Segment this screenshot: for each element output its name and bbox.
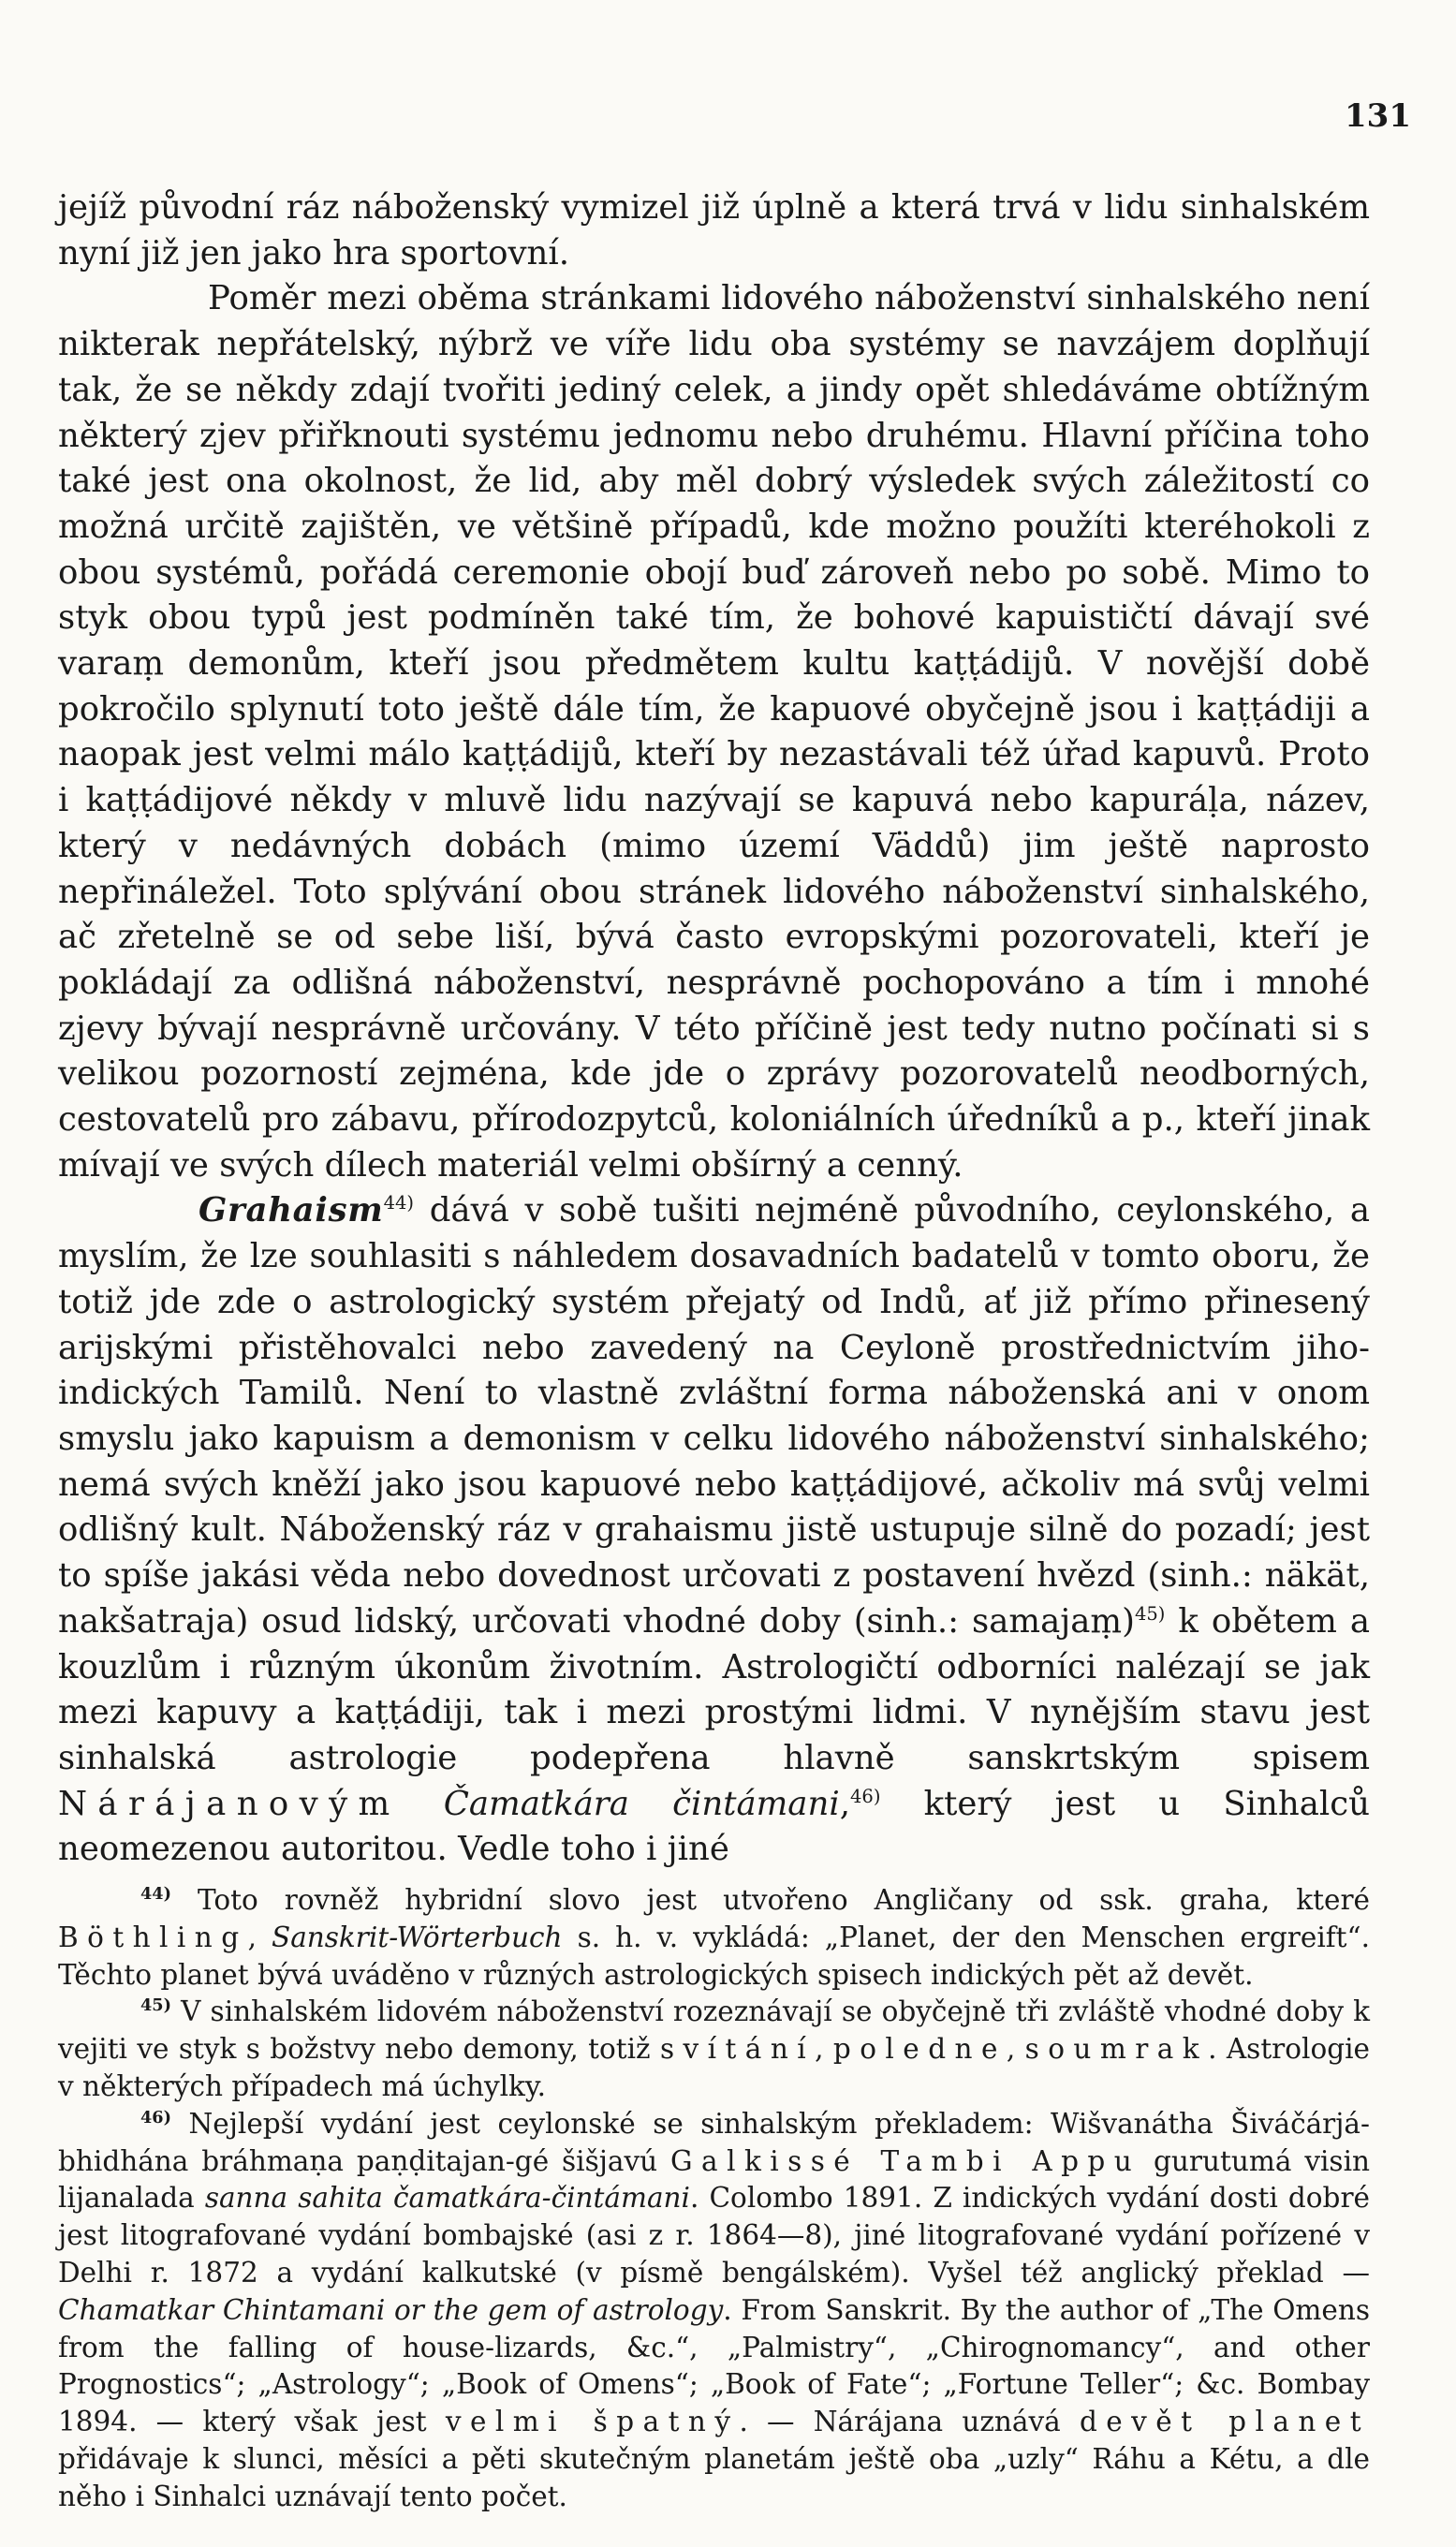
footnote-46 [58, 2106, 1370, 2516]
main-text [58, 185, 1370, 1873]
footnote-45-text-b: . Astrologie v některých případech má úchylky. [58, 2033, 1371, 2102]
footnote-ref-45[interactable]: 45) [1134, 1602, 1166, 1625]
camatkara-title: Čamatkára čintámani [443, 1784, 840, 1823]
footnote-45-noon: poledne [832, 2033, 1007, 2066]
footnote-44-text-c: s. h. v. vykládá: „Planet, der den Menschen ergreift“. Těchto planet bývá uváděno v různých astrologických spisech indických pět až devět. [58, 1921, 1370, 1991]
footnote-46-name: Galkissé Tambi Appu [670, 2144, 1141, 2177]
footnote-ref-45-number: 45 [1134, 1602, 1158, 1625]
paragraph-3-text-c: který jest u Sinhalců neomezenou autoritou. Vedle toho i jiné [58, 1784, 1370, 1869]
footnote-44-number: 44 [140, 1884, 164, 1905]
footnote-ref-46[interactable]: 46) [849, 1785, 881, 1807]
footnote-44-mark: 44) [140, 1884, 171, 1905]
footnote-44-text-a: Toto rovněž hybridní slovo jest utvořeno Angličany od ssk. graha, které [171, 1884, 1370, 1916]
footnote-46-number: 46 [140, 2107, 164, 2127]
footnote-46-text-c: . Colombo 1891. Z indických vydání dosti dobré jest litografované vydání bombajské (asi z r. 1864—8), jiné litografované vydání pořízené v Delhi r. 1872 a vydání kalkutské (v písmě bengálském). Vyšel též anglický překlad — [58, 2182, 1370, 2289]
narajana-name: Nárájanovým [58, 1784, 401, 1823]
footnote-ref-46-number: 46 [849, 1785, 874, 1807]
footnote-44-work: Sanskrit-Wörterbuch [272, 1921, 563, 1953]
footnotes [58, 1882, 1370, 2516]
footnote-46-text-d: . From Sanskrit. By the author of „The Omens from the falling of house-lizards, &c.“, „Palmistry“, „Chirognomancy“, and other Prognostics“; „Astrology“; „Book of Omens“; „Book of Fate“; „Fortune Teller“; &c. Bombay 1894. — který však jest [58, 2293, 1370, 2438]
paragraph-1: jejíž původní ráz náboženský vymizel již úplně a která trvá v lidu sinhalském nyní již jen jako hra sportovní. [58, 188, 1370, 272]
footnote-45-mark: 45) [140, 1995, 171, 2016]
footnote-46-text-a: Nejlepší vydání jest ceylonské se sinhalským překladem: Wišvanátha Šiváčárjá-bhidhána bráhmaṇa paṇḍitajan-gé šišjavú [58, 2107, 1370, 2177]
paragraph-3-text-a: dává v sobě tušiti nejméně původního, ceylonského, a myslím, že lze souhlasiti s náhledem dosavadních badatelů v tomto oboru, že totiž jde zde o astrologický systém přejatý od Indů, ať již přímo přinesený arijskými přistěhovalci nebo zavedený na Ceyloně prostřednictvím jiho-indických Tamilů. Není to vlastně zvláštní forma náboženská ani v onom smyslu jako kapuism a demonism v celku lidového náboženství sinhalského; nemá svých kněží jako jsou kapuové nebo kaṭṭádijové, ačkoliv má svůj velmi odlišný kult. Náboženský ráz v grahaismu jistě ustupuje silně do pozadí; jest to spíše jakási věda nebo dovednost určovati z postavení hvězd (sinh.: näkät, nakšatraja) osud lidský, určovati vhodné doby (sinh.: samajaṃ) [58, 1191, 1370, 1641]
footnote-45: $^{45)}$ V sinhalském lidovém náboženství rozeznávají se obyčejně tři zvláště vhodné doby k vejiti ve styk s božstvy nebo demony, totiž svítání, poledne, soumrak. Astrologie v některých případech má úchylky. [58, 1995, 1371, 2102]
footnote-46-text-e: . — Nárájana uznává [739, 2406, 1080, 2438]
footnote-46-work-1: sanna sahita čamatkára-čintámani [204, 2182, 690, 2215]
footnote-45-dawn: svítání [659, 2033, 816, 2066]
paragraph-3: Grahaism$^{44)}$ dává v sobě tušiti nejméně původního, ceylonského, a myslím, že lze souhlasiti s náhledem dosavadních badatelů v tomto oboru, že totiž jde zde o astrologický systém přejatý od Indů, ať již přímo přinesený arijskými přistěhovalci nebo zavedený na Ceyloně prostřednictvím jiho-indických Tamilů. Není to vlastně zvláštní forma náboženská ani v onom smyslu jako kapuism a demonism v celku lidového náboženství sinhalského; nemá svých kněží jako jsou kapuové nebo kaṭṭádijové, ačkoliv má svůj velmi odlišný kult. Náboženský ráz v grahaismu jistě ustupuje silně do pozadí; jest to spíše jakási věda nebo dovednost určovati z postavení hvězd (sinh.: näkät, nakšatraja) osud lidský, určovati vhodné doby (sinh.: samajaṃ)$^{45)}$ k obětem a kouzlům i různým úkonům životním. Astrologičtí odborníci nalézají se jak mezi kapuvy a kaṭṭádiji, tak i mezi prostými lidmi. V nynějším stavu jest sinhalská astrologie podepřena hlavně sanskrtským spisem Nárájanovým Čamatkára čintámani,$^{46)}$ který jest u Sinhalců neomezenou autoritou. Vedle toho i jiné [58, 1191, 1370, 1869]
grahaism-term: Grahaism [199, 1191, 384, 1230]
paragraph-3-text-b: k obětem a kouzlům i různým úkonům životním. Astrologičtí odborníci nalézají se jak mezi kapuvy a kaṭṭádiji, tak i mezi prostými lidmi. V nynějším stavu jest sinhalská astrologie podepřena hlavně sanskrtským spisem [58, 1601, 1370, 1777]
footnote-45-text-a: V sinhalském lidovém náboženství rozeznávají se obyčejně tři zvláště vhodné doby k vejiti ve styk s božstvy nebo demony, totiž [58, 1995, 1370, 2066]
footnote-ref-44[interactable]: 44) [383, 1192, 415, 1215]
footnote-46-text-f: přidávaje k slunci, měsíci a pěti skutečným planetám ještě oba „uzly“ Ráhu a Kétu, a dle něho i Sinhalci uznávají tento počet. [58, 2442, 1370, 2512]
page-number: 131 [1345, 97, 1411, 135]
footnote-45-number: 45 [140, 1995, 164, 2016]
footnote-46-text-b: gurutumá visin lijanalada [58, 2144, 1371, 2215]
footnote-46-mark: 46) [140, 2107, 171, 2127]
footnote-45-dusk: soumrak [1024, 2033, 1209, 2066]
footnote-46-work-2: Chamatkar Chintamani or the gem of astrology [58, 2293, 724, 2326]
paragraph-2: Poměr mezi oběma stránkami lidového náboženství sinhalského není nikterak nepřátelský, nýbrž ve víře lidu oba systémy se navzájem doplňují tak, že se někdy zdají tvořiti jediný celek, a jindy opět shledáváme obtížným některý zjev přiřknouti systému jednomu nebo druhému. Hlavní příčina toho také jest ona okolnost, že lid, aby měl dobrý výsledek svých záležitostí co možná určitě zajištěn, ve většině případů, kde možno použíti kteréhokoli z obou systémů, pořádá ceremonie obojí buď zároveň nebo po sobě. Mimo to styk obou typů jest podmíněn také tím, že bohové kapuističtí dávají své varaṃ demonům, kteří jsou předmětem kultu kaṭṭádijů. V novější době pokročilo splynutí toto ještě dále tím, že kapuové obyčejně jsou i kaṭṭádiji a naopak jest velmi málo kaṭṭádijů, kteří by nezastávali též úřad kapuvů. Proto i kaṭṭádijové někdy v mluvě lidu nazývají se kapuvá nebo kapuráḷa, název, který v nedávných dobách (mimo území Väddů) jim ještě naprosto nepřináležel. Toto splývání obou stránek lidového náboženství sinhalského, ač zřetelně se od sebe liší, bývá často evropskými pozorovateli, kteří je pokládají za odlišná náboženství, nesprávně pochopováno a tím i mnohé zjevy bývají nesprávně určovány. V této příčině jest tedy nutno počínati si s velikou pozorností zejména, kde jde o zprávy pozorovatelů neodborných, cestovatelů pro zábavu, přírodozpytců, koloniálních úředníků a p., kteří jinak mívají ve svých dílech materiál velmi obšírný a cenný. [58, 279, 1370, 1185]
footnote-46-emphasis-1: velmi špatný [445, 2406, 740, 2438]
footnote-44-text-b: , [247, 1921, 272, 1953]
footnote-44-author: Böthling [58, 1921, 248, 1953]
footnote-ref-44-number: 44 [383, 1192, 407, 1215]
footnote-44 [58, 1882, 1370, 1994]
footnote-46-emphasis-2: devět planet [1079, 2406, 1370, 2438]
